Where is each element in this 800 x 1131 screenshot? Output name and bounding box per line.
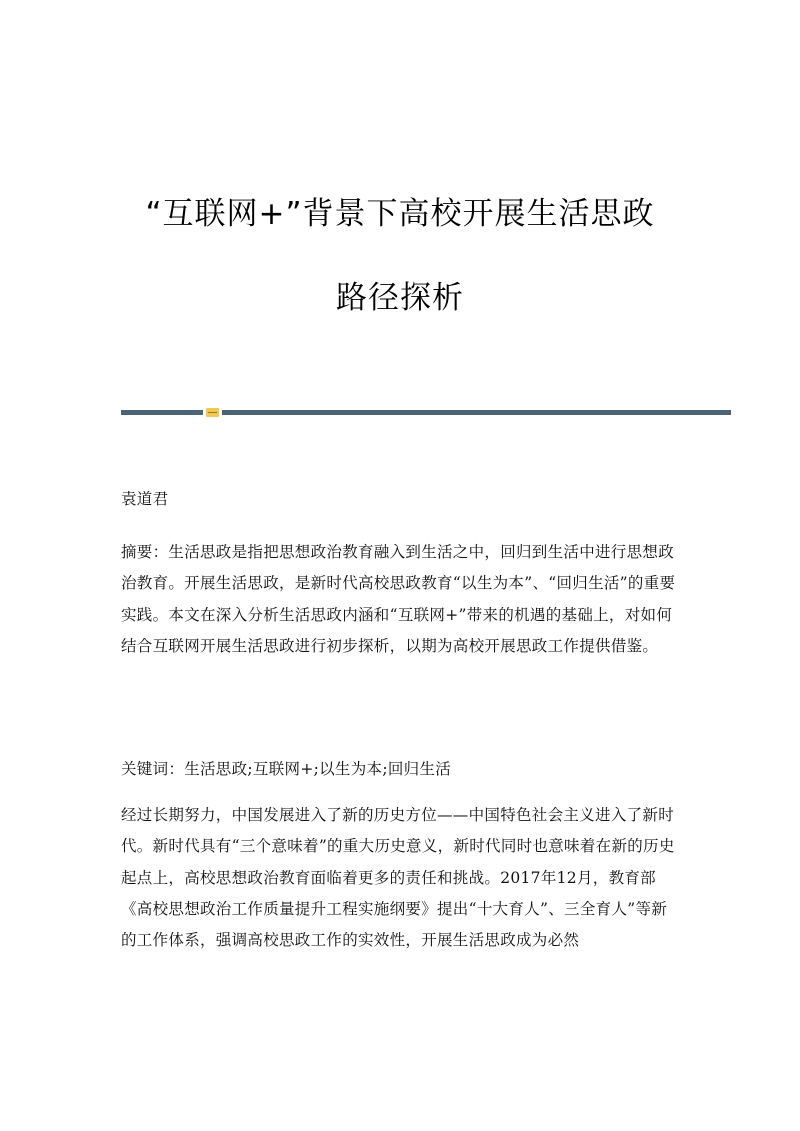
document-title-line-2: 路径探析 xyxy=(336,280,464,316)
title-divider xyxy=(121,408,731,416)
divider-bar-right xyxy=(222,410,731,415)
document-title-line-1: “互联网+”背景下高校开展生活思政 xyxy=(145,196,655,232)
abstract-text: 生活思政是指把思想政治教育融入到生活之中，回归到生活中进行思想政治教育。开展生活思政，是新时代高校思政教育“以生为本”、“回归生活”的重要实践。本文在深入分析生活思政内涵和“互联网+”带来的机遇的基础上，对如何结合互联网开展生活思政进行初步探析，以期为高校开展思政工作提供借鉴。 xyxy=(121,543,676,655)
keywords xyxy=(121,754,681,785)
body-paragraph: 经过长期努力，中国发展进入了新的历史方位——中国特色社会主义进入了新时代。新时代具有“三个意味着”的重大历史意义，新时代同时也意味着在新的历史起点上，高校思想政治教育面临着更多的责任和挑战。2017年12月，教育部《高校思想政治工作质量提升工程实施纲要》提出“十大育人”、三全育人”等新的工作体系，强调高校思政工作的实效性，开展生活思政成为必然 xyxy=(121,806,675,950)
abstract xyxy=(121,537,681,662)
abstract-label: 摘要： xyxy=(121,543,169,561)
divider-bar-left xyxy=(121,410,203,415)
keywords-text: 生活思政;互联网+;以生为本;回归生活 xyxy=(184,760,452,778)
author-name: 袁道君 xyxy=(121,490,169,508)
keywords-label: 关键词： xyxy=(121,760,185,778)
divider-mark-icon xyxy=(206,408,219,417)
